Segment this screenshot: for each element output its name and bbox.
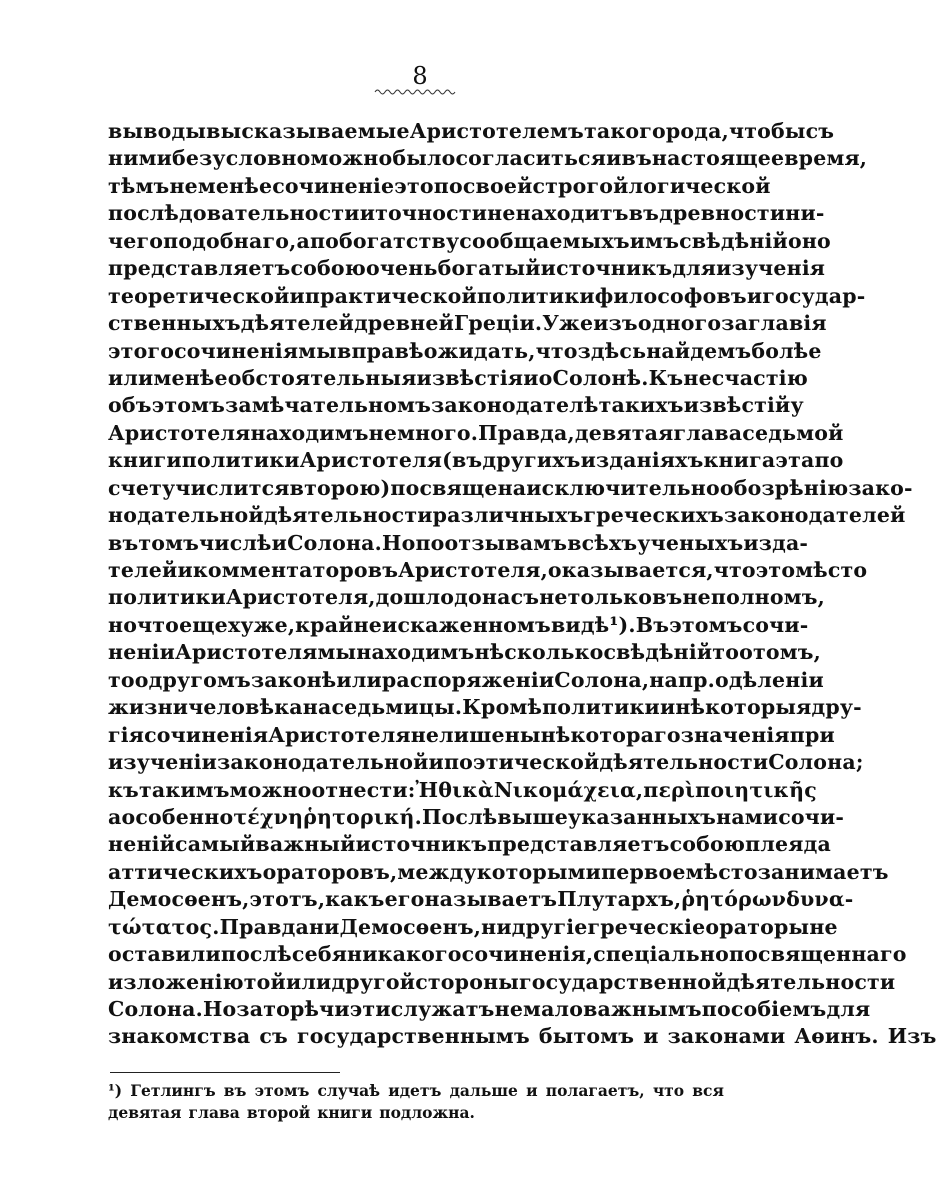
text-line: представляетъ собою очень богатый источникъ для изученія [108, 256, 826, 281]
text-line: изложенію той или другой стороны государственной дѣятельности [108, 969, 896, 994]
text-line: жизни человѣка на седьмицы. Кромѣ политики и нѣкоторыя дру- [108, 695, 862, 720]
text-line: но что еще хуже, крайне искаженномъ видѣ ¹). Въ этомъ сочи- [108, 612, 809, 637]
text-line: послѣдовательности и точности не находитъ въ древности ни- [108, 201, 825, 226]
text-line: къ такимъ можно отнести: Ἠθικὰ Νικομάχεια, περὶ ποιητικῆς [108, 777, 817, 802]
footnote-line: девятая глава второй книги подложна. [108, 1103, 475, 1122]
text-line: неній самый важный источникъ представляетъ собою плеяда [108, 832, 831, 857]
body-text [108, 118, 937, 1051]
text-line: гія сочиненія Аристотеля не лишены нѣкотораго значенія при [108, 722, 835, 747]
text-line: изученіи законодательной и поэтической дѣятельности Солона; [108, 750, 864, 775]
text-line: нодательной дѣятельности различныхъ греческихъ законодателей [108, 503, 906, 528]
text-line: объ этомъ замѣчательномъ законодателѣ такихъ извѣстій у [108, 393, 804, 418]
text-line: теоретической и практической политики философовъ и государ- [108, 283, 866, 308]
page-number: 8 [412, 62, 428, 90]
text-line: знакомства съ государственнымъ бытомъ и законами Аѳинъ. Изъ [108, 1024, 937, 1049]
text-line: τώτατος. Правда ни Демосѳенъ, ни другіе греческіе ораторы не [108, 914, 838, 939]
text-line: неніи Аристотеля мы находимъ нѣсколько свѣдѣній то о томъ, [108, 640, 821, 665]
text-line: выводы высказываемые Аристотелемъ такого рода, чтобы съ [108, 119, 835, 143]
footnote-line: ¹) Гетлингъ въ этомъ случаѣ идетъ дальше и полагаетъ, что вся [108, 1081, 724, 1100]
text-line: Демосѳенъ, этотъ, какъ его называетъ Плутархъ, ῥητόρων δυνα- [108, 887, 854, 912]
text-line: чего подобнаго, а по богатству сообщаемыхъ имъ свѣдѣній оно [108, 228, 831, 253]
footnote [108, 1080, 724, 1124]
text-line: аттическихъ ораторовъ, между которыми первое мѣсто занимаетъ [108, 859, 889, 884]
text-line: Аристотеля находимъ немного. Правда, девятая глава седьмой [108, 420, 844, 445]
text-line: ственныхъ дѣятелей древней Греціи. Уже изъ одного заглавія [108, 311, 827, 336]
text-line: счету числится второю) посвящена исключительно обозрѣнію зако- [108, 475, 913, 500]
text-line: то о другомъ законѣ или распоряженіи Солона, напр. о дѣленіи [108, 667, 824, 692]
text-line: или менѣе обстоятельныя извѣстія и о Солонѣ. Къ несчастію [108, 365, 808, 390]
text-line: этого сочиненія мы вправѣ ожидать, что здѣсь найдемъ болѣе [108, 338, 822, 363]
text-line: телей и комментаторовъ Аристотеля, оказывается, что это мѣсто [108, 558, 868, 582]
text-line: тѣмъ не менѣе сочиненіе это по своей строгой логической [108, 173, 771, 198]
text-line: книги политики Аристотеля (въ другихъ изданіяхъ книга эта по [108, 448, 844, 473]
text-line: политики Аристотеля, дошло до насъ не только въ неполномъ, [108, 585, 825, 610]
text-line: ними безусловно можно было согласиться и въ настоящее время, [108, 146, 868, 171]
footnote-divider [110, 1072, 340, 1073]
text-line: Солона. Но за то рѣчи эти служатъ немаловажнымъ пособіемъ для [108, 997, 871, 1021]
text-line: а особенно τέχνη ῥητορική. Послѣ вышеуказанныхъ нами сочи- [108, 804, 845, 829]
text-line: оставили послѣ себя никакого сочиненія, спеціально посвященнаго [108, 942, 907, 967]
text-line: въ томъ числѣ и Солона. Но по отзывамъ всѣхъ ученыхъ изда- [108, 530, 809, 555]
page-number-ornament [375, 88, 455, 96]
